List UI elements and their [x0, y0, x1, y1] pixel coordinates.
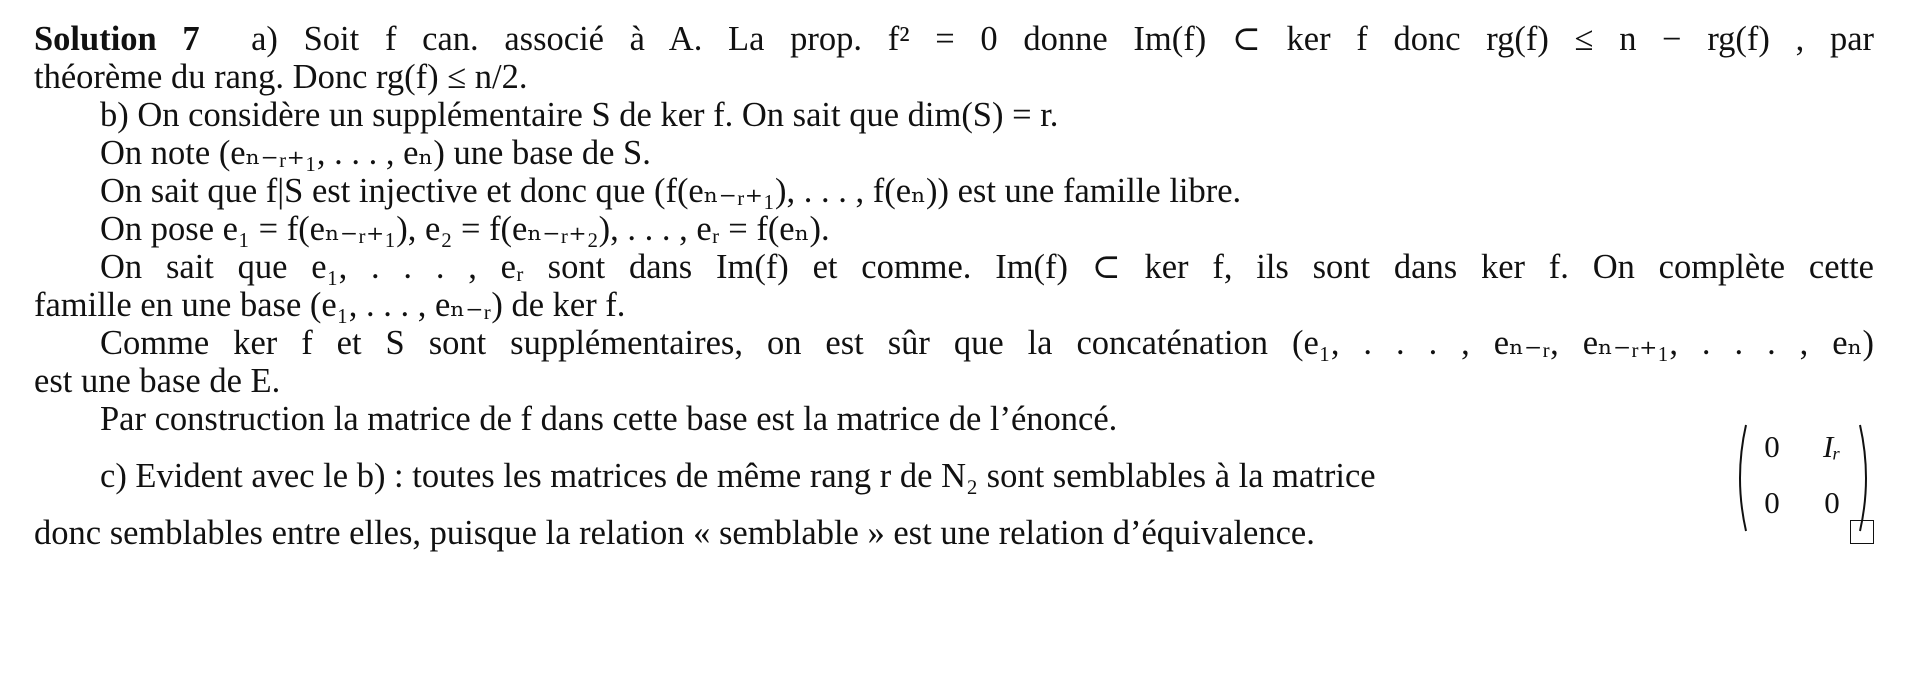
matrix-cell-2-1: 0 — [1764, 485, 1780, 520]
paragraph-b-line-7: Comme ker f et S sont supplémentaires, on est sûr que la concaténation (e₁, . . . , eₙ₋ᵣ, eₙ₋ᵣ₊₁, . . . , eₙ) — [100, 324, 1874, 362]
paragraph-b-line-6: famille en une base (e₁, . . . , eₙ₋ᵣ) de ker f. — [34, 286, 626, 324]
block-matrix — [1732, 423, 1874, 533]
part-a-text: a) Soit f can. associé à A. La prop. f² = 0 donne Im(f) ⊂ ker f donc rg(f) ≤ n − rg(f) , par — [251, 20, 1874, 58]
paragraph-a-line-1 — [34, 22, 1874, 57]
paragraph-c-line-2: donc semblables entre elles, puisque la relation « semblable » est une relation d’équivalence. — [34, 514, 1315, 552]
solution-title: Solution 7 — [34, 20, 200, 58]
paragraph-b-line-9: Par construction la matrice de f dans cette base est la matrice de l’énoncé. — [100, 400, 1118, 438]
paragraph-b-line-1: b) On considère un supplémentaire S de ker f. On sait que dim(S) = r. — [100, 96, 1059, 134]
paragraph-b-line-5: On sait que e₁, . . . , eᵣ sont dans Im(f) et comme. Im(f) ⊂ ker f, ils sont dans ker f. On complète cette — [100, 248, 1874, 286]
matrix-cell-1-2: Iᵣ — [1823, 429, 1841, 464]
paragraph-b-line-8: est une base de E. — [34, 362, 281, 400]
paragraph-a-line-2: théorème du rang. Donc rg(f) ≤ n/2. — [34, 58, 528, 96]
matrix-cell-1-1: 0 — [1764, 429, 1780, 464]
matrix-left-paren — [1732, 423, 1748, 533]
matrix-right-paren — [1858, 423, 1874, 533]
matrix-cell-2-2: 0 — [1824, 485, 1840, 520]
paragraph-b-line-2: On note (eₙ₋ᵣ₊₁, . . . , eₙ) une base de S. — [100, 134, 651, 172]
qed-square-icon — [1850, 520, 1874, 544]
paragraph-b-line-3: On sait que f|S est injective et donc que (f(eₙ₋ᵣ₊₁), . . . , f(eₙ)) est une famille libre. — [100, 172, 1242, 210]
paragraph-b-line-4: On pose e₁ = f(eₙ₋ᵣ₊₁), e₂ = f(eₙ₋ᵣ₊₂), . . . , eᵣ = f(eₙ). — [100, 210, 830, 248]
paragraph-c-line-1: c) Evident avec le b) : toutes les matrices de même rang r de N₂ sont semblables à la matrice — [100, 457, 1376, 495]
